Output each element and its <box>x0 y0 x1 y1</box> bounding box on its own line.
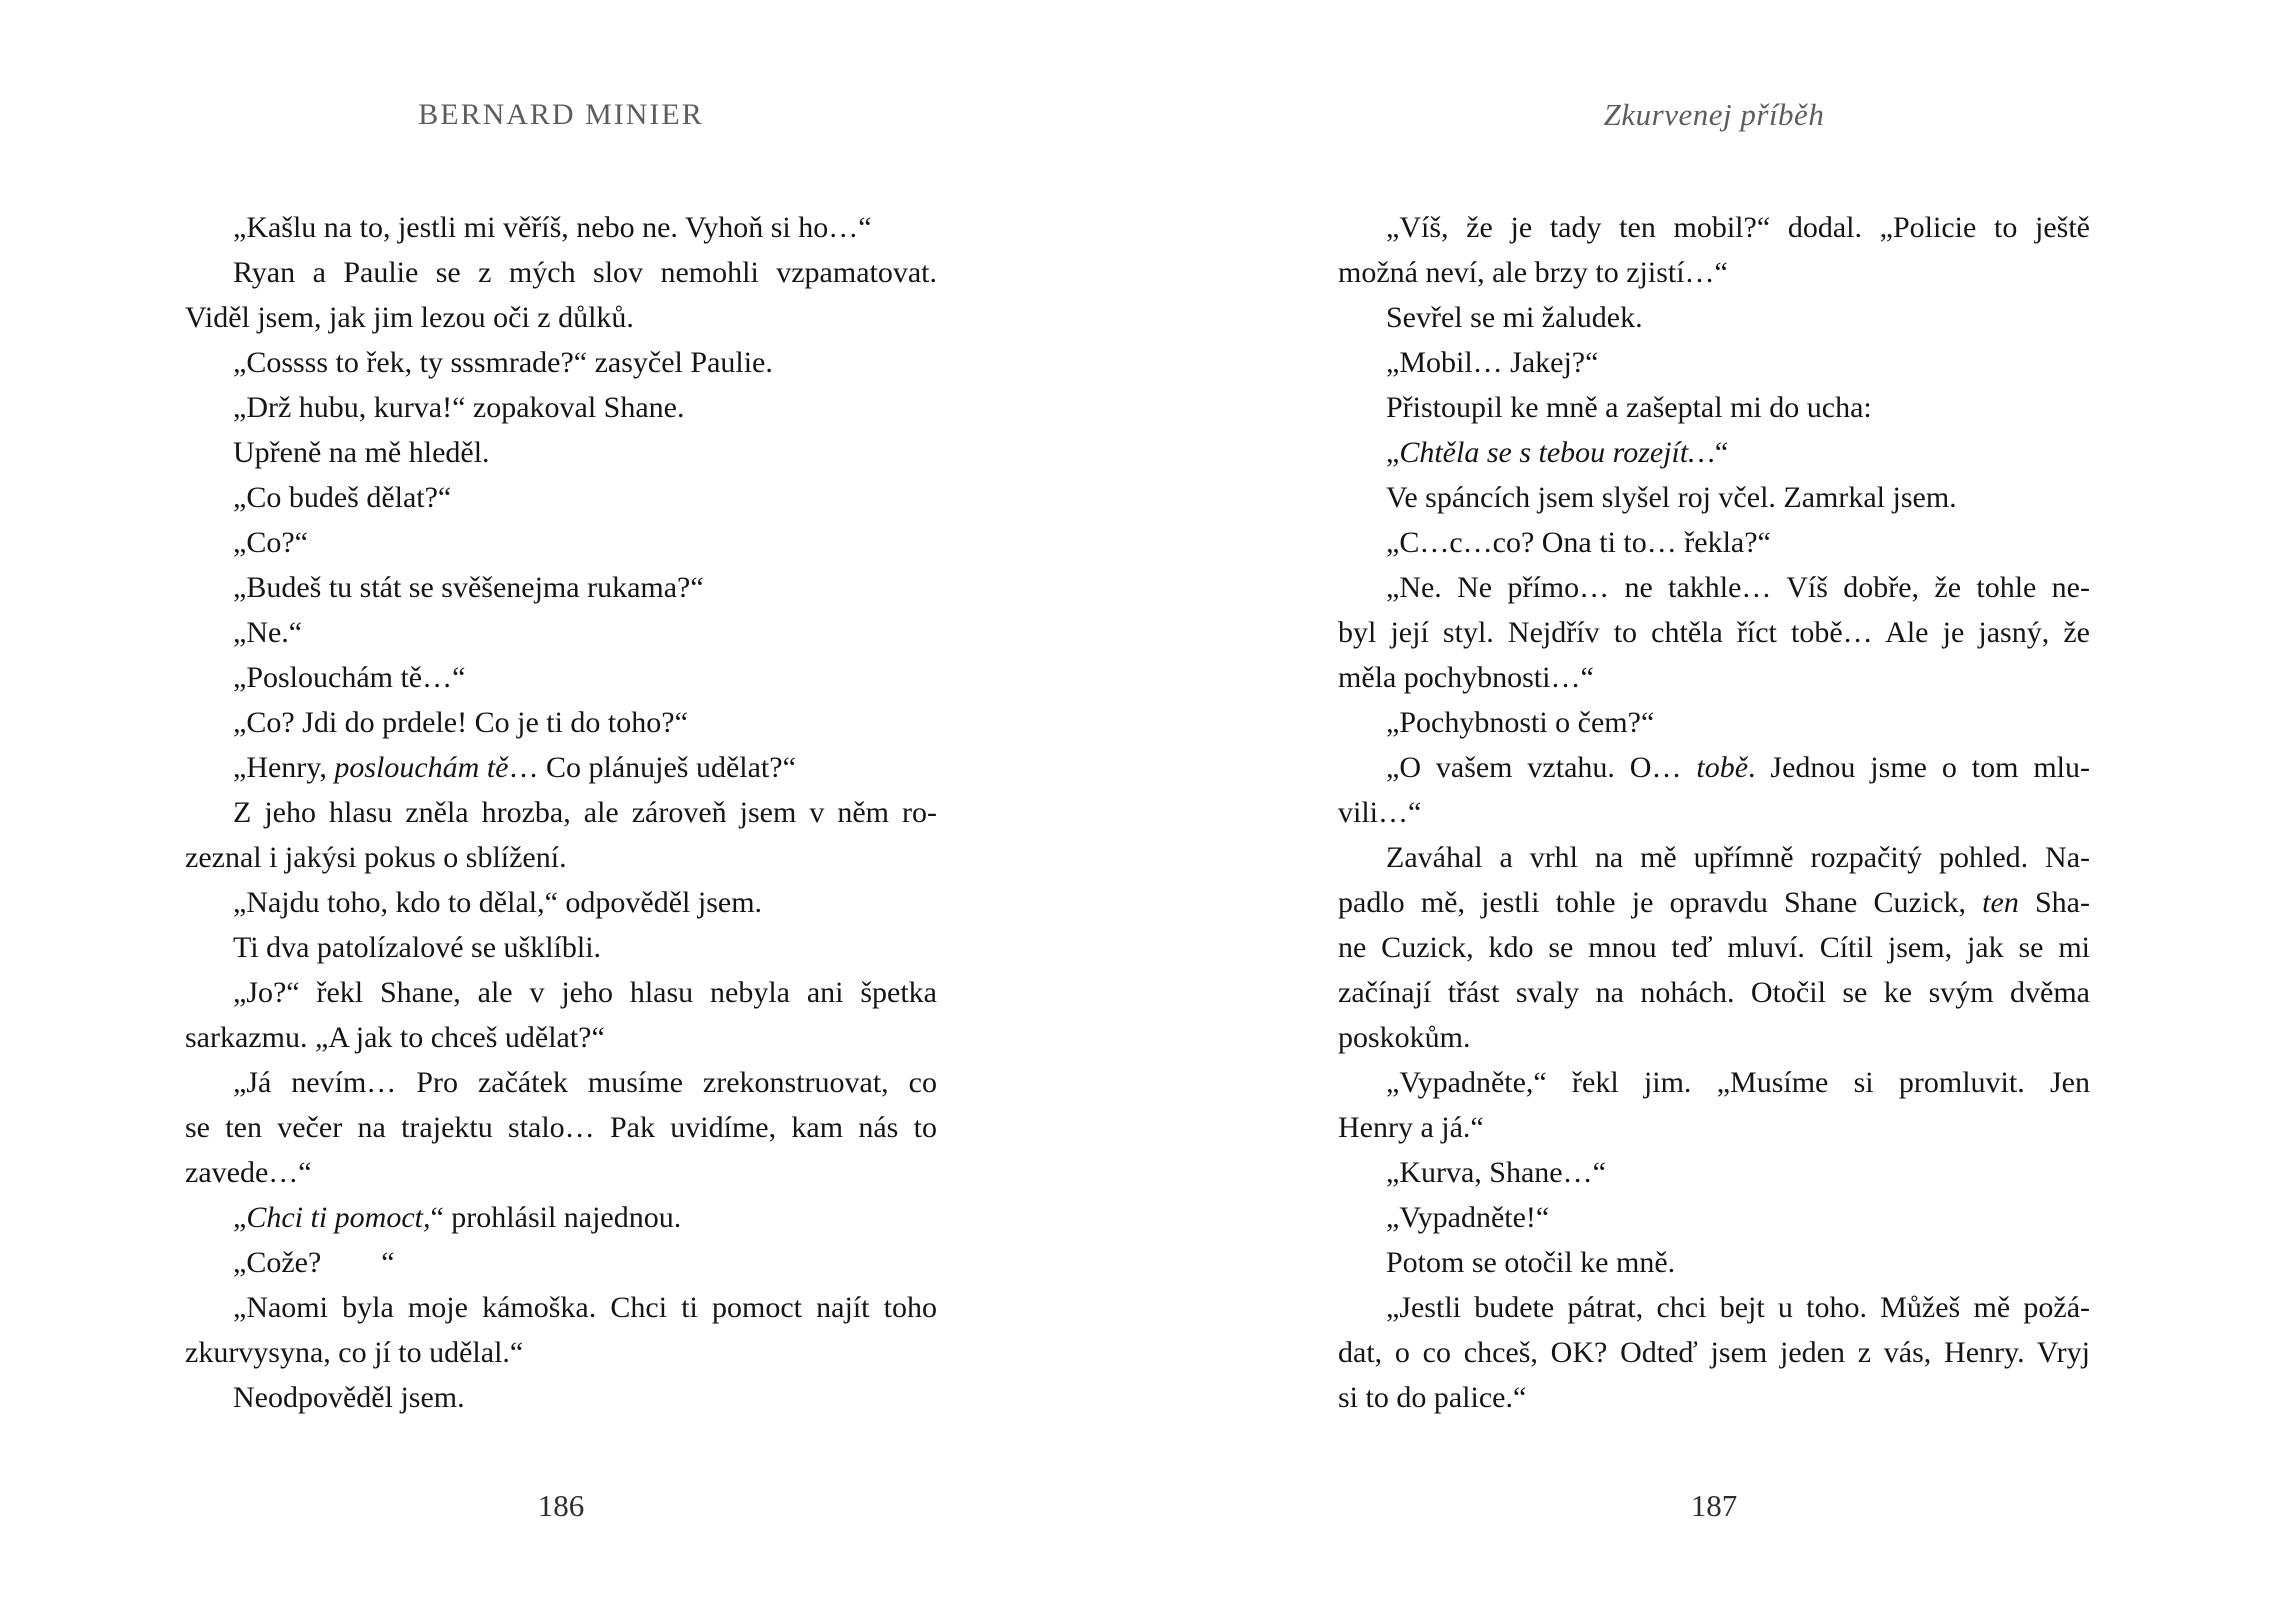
text-run: se ten večer na trajektu stalo… Pak uvidíme, kam nás to <box>185 1111 937 1144</box>
text-line <box>185 610 937 655</box>
italic-run: tobě <box>1696 751 1749 784</box>
text-run: Sha- <box>2018 886 2090 919</box>
paragraph <box>1338 835 2090 1060</box>
text-run: „Ne. Ne přímo… ne takhle… Víš dobře, že tohle ne- <box>1386 571 2090 604</box>
text-line <box>185 250 937 295</box>
text-line <box>185 340 937 385</box>
paragraph <box>1338 1060 2090 1150</box>
paragraph <box>185 745 937 790</box>
text-line <box>1338 250 2090 295</box>
text-line <box>1338 295 2090 340</box>
text-line <box>1338 1015 2090 1060</box>
text-line <box>185 475 937 520</box>
page-number-right: 187 <box>1690 1488 1738 1523</box>
text-run: Zaváhal a vrhl na mě upřímně rozpačitý pohled. Na- <box>1386 841 2090 874</box>
paragraph <box>1338 520 2090 565</box>
text-run: „Já nevím… Pro začátek musíme zrekonstruovat, co <box>233 1066 937 1099</box>
paragraph <box>1338 700 2090 745</box>
text-line <box>185 655 937 700</box>
text-line <box>1338 970 2090 1015</box>
paragraph <box>185 475 937 520</box>
text-line <box>185 1105 937 1150</box>
text-line <box>1338 430 2090 475</box>
text-run: dat, o co chceš, OK? Odteď jsem jeden z vás, Henry. Vryj <box>1338 1336 2090 1369</box>
text-run: „Naomi byla moje kámoška. Chci ti pomoct najít toho <box>233 1291 937 1324</box>
italic-run: ten <box>1982 886 2019 919</box>
text-line <box>1338 1285 2090 1330</box>
text-line <box>1338 520 2090 565</box>
paragraph <box>185 655 937 700</box>
text-run: si to do palice.“ <box>1338 1381 1527 1414</box>
text-line <box>1338 1105 2090 1150</box>
paragraph <box>1338 565 2090 700</box>
text-run: Ryan a Paulie se z mých slov nemohli vzpamatovat. <box>233 256 937 289</box>
italic-run: Chtěla se s tebou rozejít… <box>1399 436 1715 469</box>
paragraph <box>185 880 937 925</box>
italic-run: Chci ti pomoct, <box>246 1201 431 1234</box>
page-number-left: 186 <box>537 1488 585 1523</box>
text-line <box>1338 745 2090 790</box>
text-run: „Kurva, Shane…“ <box>1386 1156 1606 1189</box>
text-line <box>185 1150 937 1195</box>
text-line <box>1338 385 2090 430</box>
text-run: „Cože? “ <box>233 1246 395 1279</box>
text-run: Ve spáncích jsem slyšel roj včel. Zamrkal jsem. <box>1386 481 1957 514</box>
text-run: „Poslouchám tě…“ <box>233 661 466 694</box>
text-run: „C…c…co? Ona ti to… řekla?“ <box>1386 526 1771 559</box>
text-line <box>185 925 937 970</box>
paragraph <box>185 970 937 1060</box>
text-run: „Co? Jdi do prdele! Co je ti do toho?“ <box>233 706 688 739</box>
text-line <box>1338 205 2090 250</box>
text-line <box>1338 790 2090 835</box>
paragraph <box>185 1375 937 1420</box>
text-line <box>185 880 937 925</box>
text-run: poskokům. <box>1338 1021 1471 1054</box>
text-run: Viděl jsem, jak jim lezou oči z důlků. <box>185 301 634 334</box>
paragraph <box>185 610 937 655</box>
paragraph <box>185 790 937 880</box>
text-line <box>1338 835 2090 880</box>
text-run: ne Cuzick, kdo se mnou teď mluví. Cítil jsem, jak se mi <box>1338 931 2090 964</box>
text-line <box>185 565 937 610</box>
text-line <box>185 970 937 1015</box>
text-run: Přistoupil ke mně a zašeptal mi do ucha: <box>1386 391 1872 424</box>
text-run: padlo mě, jestli tohle je opravdu Shane Cuzick, <box>1338 886 1983 919</box>
text-line <box>185 745 937 790</box>
paragraph <box>185 385 937 430</box>
text-run: Henry a já.“ <box>1338 1111 1484 1144</box>
text-run: „O vašem vztahu. O… <box>1386 751 1697 784</box>
text-line <box>1338 1060 2090 1105</box>
paragraph <box>1338 1285 2090 1420</box>
text-line <box>185 1375 937 1420</box>
text-run: „Víš, že je tady ten mobil?“ dodal. „Policie to ještě <box>1386 211 2090 244</box>
text-run: Ti dva patolízalové se ušklíbli. <box>233 931 602 964</box>
text-run: „Drž hubu, kurva!“ zopakoval Shane. <box>233 391 685 424</box>
text-run: „Co?“ <box>233 526 308 559</box>
text-run: “ prohlásil najednou. <box>430 1201 682 1234</box>
right-page <box>1338 0 2090 1615</box>
text-line <box>1338 1375 2090 1420</box>
text-run: “ <box>1714 436 1729 469</box>
text-line <box>1338 880 2090 925</box>
paragraph <box>185 565 937 610</box>
text-line <box>1338 655 2090 700</box>
paragraph <box>1338 1195 2090 1240</box>
text-run: byl její styl. Nejdřív to chtěla říct tobě… Ale je jasný, že <box>1338 616 2090 649</box>
text-line <box>1338 1195 2090 1240</box>
text-line <box>1338 565 2090 610</box>
text-line <box>185 835 937 880</box>
text-run: Z jeho hlasu zněla hrozba, ale zároveň jsem v něm ro- <box>233 796 937 829</box>
text-line <box>1338 475 2090 520</box>
text-run: „Najdu toho, kdo to dělal,“ odpověděl jsem. <box>233 886 763 919</box>
text-run: Neodpověděl jsem. <box>233 1381 465 1414</box>
paragraph <box>185 520 937 565</box>
text-line <box>1338 340 2090 385</box>
text-run: „ <box>233 1201 247 1234</box>
paragraph <box>185 1285 937 1375</box>
text-run: … Co plánuješ udělat?“ <box>508 751 796 784</box>
text-line <box>185 385 937 430</box>
paragraph <box>1338 340 2090 385</box>
text-line <box>185 205 937 250</box>
text-line <box>1338 610 2090 655</box>
text-line <box>185 295 937 340</box>
paragraph <box>185 250 937 340</box>
text-line <box>1338 1240 2090 1285</box>
text-run: vili…“ <box>1338 796 1422 829</box>
text-run: „Vypadněte!“ <box>1386 1201 1550 1234</box>
paragraph <box>185 700 937 745</box>
text-line <box>185 1240 937 1285</box>
text-line <box>185 1195 937 1240</box>
text-run: „Budeš tu stát se svěšenejma rukama?“ <box>233 571 704 604</box>
text-line <box>185 1015 937 1060</box>
paragraph <box>1338 745 2090 835</box>
paragraph <box>1338 385 2090 430</box>
text-run: Upřeně na mě hleděl. <box>233 436 490 469</box>
left-page-body <box>185 205 937 1420</box>
running-header-title: Zkurvenej příběh <box>1603 97 1825 132</box>
left-page <box>185 0 937 1615</box>
text-run: „Co budeš dělat?“ <box>233 481 452 514</box>
text-run: Sevřel se mi žaludek. <box>1386 301 1643 334</box>
paragraph <box>1338 1240 2090 1285</box>
text-line <box>185 1285 937 1330</box>
text-run: Potom se otočil ke mně. <box>1386 1246 1676 1279</box>
text-run: „Mobil… Jakej?“ <box>1386 346 1599 379</box>
text-run: měla pochybnosti…“ <box>1338 661 1594 694</box>
text-run: „Ne.“ <box>233 616 303 649</box>
text-line <box>185 430 937 475</box>
paragraph <box>185 340 937 385</box>
text-line <box>1338 925 2090 970</box>
paragraph <box>185 925 937 970</box>
text-run: zavede…“ <box>185 1156 312 1189</box>
text-run: „Cossss to řek, ty sssmrade?“ zasyčel Paulie. <box>233 346 773 379</box>
running-header-author: BERNARD MINIER <box>418 98 704 131</box>
paragraph <box>1338 295 2090 340</box>
text-line <box>185 1060 937 1105</box>
text-line <box>185 1330 937 1375</box>
text-run: zeznal i jakýsi pokus o sblížení. <box>185 841 567 874</box>
paragraph <box>1338 430 2090 475</box>
text-line <box>1338 1150 2090 1195</box>
text-run: . Jednou jsme o tom mlu- <box>1748 751 2090 784</box>
text-run: zkurvysyna, co jí to udělal.“ <box>185 1336 524 1369</box>
paragraph <box>1338 205 2090 295</box>
text-run: možná neví, ale brzy to zjistí…“ <box>1338 256 1728 289</box>
paragraph <box>185 1195 937 1240</box>
text-run: „Jestli budete pátrat, chci bejt u toho. Můžeš mě požá- <box>1386 1291 2090 1324</box>
right-page-body <box>1338 205 2090 1420</box>
paragraph <box>185 430 937 475</box>
text-line <box>185 520 937 565</box>
text-run: začínají třást svaly na nohách. Otočil se ke svým dvěma <box>1338 976 2090 1009</box>
text-line <box>185 700 937 745</box>
italic-run: poslouchám tě <box>334 751 509 784</box>
paragraph <box>1338 475 2090 520</box>
text-run: „Henry, <box>233 751 335 784</box>
text-line <box>185 790 937 835</box>
paragraph <box>185 1240 937 1285</box>
text-run: „Vypadněte,“ řekl jim. „Musíme si promluvit. Jen <box>1386 1066 2090 1099</box>
text-run: „ <box>1386 436 1400 469</box>
paragraph <box>185 205 937 250</box>
text-run: sarkazmu. „A jak to chceš udělat?“ <box>185 1021 605 1054</box>
text-run: „Pochybnosti o čem?“ <box>1386 706 1655 739</box>
paragraph <box>1338 1150 2090 1195</box>
text-run: „Kašlu na to, jestli mi věříš, nebo ne. Vyhoň si ho…“ <box>233 211 872 244</box>
paragraph <box>185 1060 937 1195</box>
text-line <box>1338 1330 2090 1375</box>
text-line <box>1338 700 2090 745</box>
text-run: „Jo?“ řekl Shane, ale v jeho hlasu nebyla ani špetka <box>233 976 937 1009</box>
